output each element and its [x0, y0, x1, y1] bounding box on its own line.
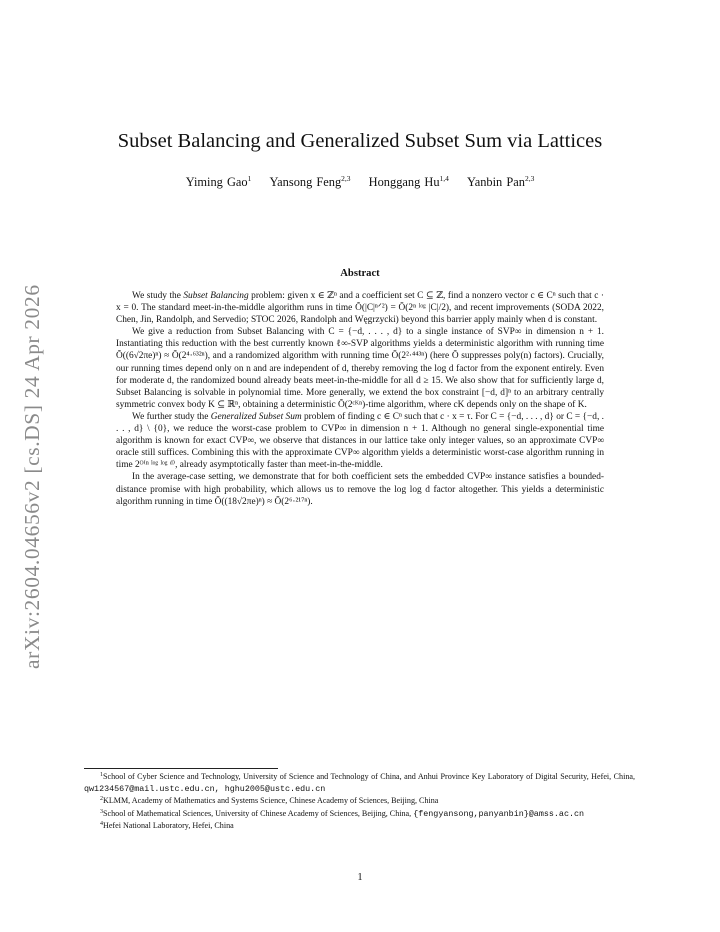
abstract-paragraph: We further study the Generalized Subset Sum problem of finding c ∈ Cⁿ such that c · x = τ. For C = {−d, . . . , d} or C = {−d, . . . , d} \ {0}, we reduce the worst-case problem to CVP∞ in dimension n + 1. Although no general single-exponential time algorithm is known for exact CVP∞, we observe that distances in our lattice take only integer values, so an approximate CVP∞ oracle still suffices. Combining this with the approximate CVP∞ algorithm yields a deterministic worst-case algorithm running in time 2ᴼ⁽ⁿ ˡᵒᵍ ˡᵒᵍ ᵈ⁾, already asymptotically faster than meet-in-the-middle. — [116, 411, 605, 471]
footnote: $^1$School of Cyber Science and Technology, University of Science and Technology of China, and Anhui Province Key Laboratory of Digital Security, Hefei, China, qw1234567@mail.ustc.edu.cn, hghu2005@ustc.edu.cn — [84, 772, 635, 795]
email-addresses: qw1234567@mail.ustc.edu.cn, hghu2005@ustc.edu.cn — [84, 784, 326, 795]
footnote: $^4$Hefei National Laboratory, Hefei, China — [100, 820, 234, 830]
author: Honggang Hu$^{1,4}$ — [368, 174, 449, 189]
abstract-heading: Abstract — [340, 268, 380, 279]
footnote: $^3$School of Mathematical Sciences, University of Chinese Academy of Sciences, Beijing, China, {fengyansong,panyanbin}@amss.ac.cn — [100, 808, 585, 819]
abstract-paragraph: We give a reduction from Subset Balancing with C = {−d, . . . , d} to a single instance of SVP∞ in dimension n + 1. Instantiating this reduction with the best currently known ℓ∞-SVP algorithms yields a deterministic algorithm with running time Õ((6√2πe)ⁿ) ≈ Õ(2⁴·⁶³²ⁿ), and a randomized algorithm with running time Õ(2²·⁴⁴³ⁿ) (here Õ suppresses poly(n) factors). Crucially, our running times depend only on n and are independent of d, thereby removing the log d factor from the exponent entirely. Even for moderate d, the randomized bound already beats meet-in-the-middle for all d ≥ 15. We also show that for sufficiently large d, Subset Balancing is solvable in polynomial time. More generally, we extend the box constraint [−d, d]ⁿ to an arbitrary centrally symmetric convex body K ⊆ ℝⁿ, obtaining a deterministic Õ(2ᶜᴷⁿ)-time algorithm, where cK depends only on the shape of K. — [116, 327, 604, 410]
footnote: $^2$KLMM, Academy of Mathematics and Systems Science, Chinese Academy of Sciences, Beijing, China — [100, 796, 439, 806]
page-number: 1 — [357, 872, 363, 883]
email-addresses: {fengyansong,panyanbin}@amss.ac.cn — [413, 808, 585, 819]
author: Yiming Gao$^1$ — [185, 174, 252, 189]
author: Yansong Feng$^{2,3}$ — [269, 174, 351, 189]
footnotes — [84, 771, 635, 832]
abstract-body — [116, 290, 604, 508]
author-list — [0, 175, 720, 190]
footnote-rule — [84, 768, 278, 769]
arxiv-side-stamp — [18, 265, 48, 669]
arxiv-identifier: arXiv:2604.04656v2 [cs.DS] 24 Apr 2026 — [20, 284, 44, 669]
abstract-paragraph: In the average-case setting, we demonstrate that for both coefficient sets the embedded CVP∞ instance satisfies a bounded-distance promise with high probability, which allows us to remove the log log d factor altogether. This yields a deterministic algorithm running in time Õ((18√2πe)ⁿ) ≈ Õ(2⁶·²¹⁷ⁿ). — [116, 472, 604, 507]
abstract-paragraph: We study the Subset Balancing problem: given x ∈ ℤⁿ and a coefficient set C ⊆ ℤ, find a nonzero vector c ∈ Cⁿ such that c · x = 0. The standard meet-in-the-middle algorithm runs in time Õ(|C|ⁿᐟ²) = Õ(2ⁿ ˡᵒᵍ |C|/2), and recent improvements (SODA 2022, Chen, Jin, Randolph, and Servedio; STOC 2026, Randolph and Węgrzycki) beyond this barrier apply mainly when d is constant. — [116, 291, 605, 326]
author: Yanbin Pan$^{2,3}$ — [467, 174, 535, 189]
paper-title: Subset Balancing and Generalized Subset Sum via Lattices — [117, 130, 603, 152]
